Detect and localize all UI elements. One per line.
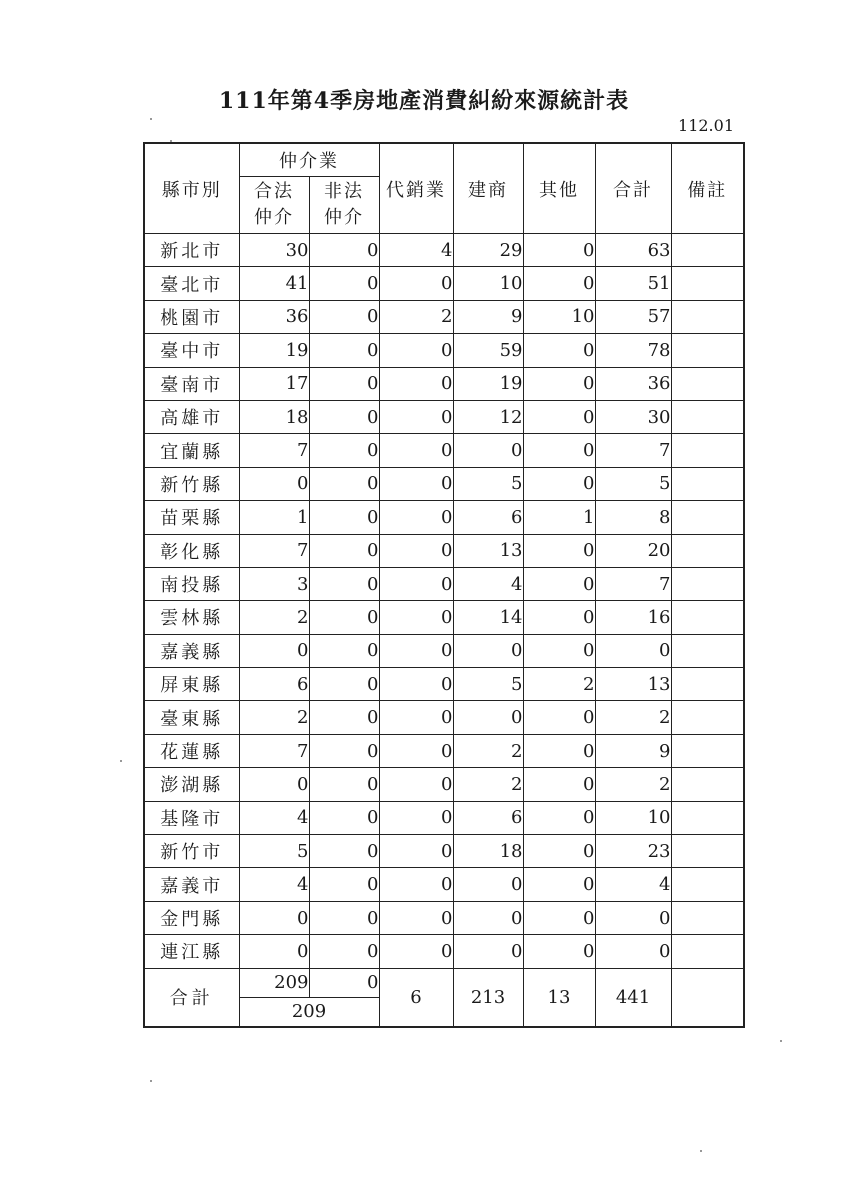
table-row	[144, 935, 744, 968]
scan-speck	[780, 1040, 782, 1042]
total-other: 13	[523, 968, 595, 1027]
cell-total: 0	[595, 935, 671, 968]
cell-agency: 0	[379, 835, 453, 868]
cell-illegal: 0	[309, 835, 379, 868]
region-name: 臺東縣	[144, 701, 239, 734]
table-row	[144, 400, 744, 433]
cell-legal: 0	[239, 935, 309, 968]
cell-illegal: 0	[309, 400, 379, 433]
cell-total: 0	[595, 901, 671, 934]
cell-builder: 0	[453, 701, 523, 734]
cell-total: 13	[595, 668, 671, 701]
cell-agency: 0	[379, 734, 453, 767]
cell-legal: 7	[239, 734, 309, 767]
cell-other: 0	[523, 601, 595, 634]
cell-legal: 5	[239, 835, 309, 868]
header-total: 合計	[595, 143, 671, 234]
cell-remark	[671, 434, 744, 467]
region-name: 南投縣	[144, 567, 239, 600]
cell-other: 0	[523, 434, 595, 467]
cell-other: 0	[523, 701, 595, 734]
cell-total: 5	[595, 467, 671, 500]
cell-remark	[671, 835, 744, 868]
cell-builder: 18	[453, 835, 523, 868]
cell-legal: 17	[239, 367, 309, 400]
cell-agency: 0	[379, 801, 453, 834]
cell-agency: 0	[379, 567, 453, 600]
cell-builder: 0	[453, 868, 523, 901]
cell-legal: 0	[239, 768, 309, 801]
cell-illegal: 0	[309, 234, 379, 267]
header-legal-broker: 合法 仲介	[239, 177, 309, 234]
cell-other: 0	[523, 367, 595, 400]
cell-other: 0	[523, 400, 595, 433]
cell-other: 0	[523, 334, 595, 367]
cell-illegal: 0	[309, 701, 379, 734]
cell-legal: 41	[239, 267, 309, 300]
cell-illegal: 0	[309, 501, 379, 534]
cell-other: 0	[523, 768, 595, 801]
region-name: 新竹縣	[144, 467, 239, 500]
cell-agency: 0	[379, 400, 453, 433]
cell-builder: 10	[453, 267, 523, 300]
cell-total: 0	[595, 634, 671, 667]
cell-agency: 0	[379, 434, 453, 467]
cell-builder: 2	[453, 734, 523, 767]
cell-builder: 4	[453, 567, 523, 600]
total-builder: 213	[453, 968, 523, 1027]
cell-builder: 2	[453, 768, 523, 801]
cell-total: 2	[595, 768, 671, 801]
table-row	[144, 501, 744, 534]
cell-builder: 0	[453, 434, 523, 467]
table-row	[144, 701, 744, 734]
region-name: 桃園市	[144, 300, 239, 333]
cell-remark	[671, 701, 744, 734]
cell-remark	[671, 334, 744, 367]
cell-total: 10	[595, 801, 671, 834]
header-remark: 備註	[671, 143, 744, 234]
cell-other: 0	[523, 567, 595, 600]
cell-illegal: 0	[309, 467, 379, 500]
cell-legal: 3	[239, 567, 309, 600]
cell-remark	[671, 801, 744, 834]
cell-other: 0	[523, 634, 595, 667]
cell-legal: 30	[239, 234, 309, 267]
cell-illegal: 0	[309, 300, 379, 333]
cell-illegal: 0	[309, 534, 379, 567]
cell-remark	[671, 935, 744, 968]
table-row	[144, 668, 744, 701]
cell-illegal: 0	[309, 901, 379, 934]
cell-remark	[671, 234, 744, 267]
table-row	[144, 801, 744, 834]
cell-total: 23	[595, 835, 671, 868]
cell-legal: 36	[239, 300, 309, 333]
cell-illegal: 0	[309, 267, 379, 300]
table-row	[144, 300, 744, 333]
cell-builder: 5	[453, 668, 523, 701]
cell-agency: 0	[379, 467, 453, 500]
statistics-table	[143, 142, 745, 1028]
cell-total: 51	[595, 267, 671, 300]
cell-legal: 0	[239, 634, 309, 667]
scan-speck	[700, 1150, 702, 1152]
cell-total: 7	[595, 434, 671, 467]
cell-total: 30	[595, 400, 671, 433]
cell-remark	[671, 601, 744, 634]
cell-total: 36	[595, 367, 671, 400]
cell-agency: 0	[379, 501, 453, 534]
cell-remark	[671, 300, 744, 333]
cell-agency: 0	[379, 768, 453, 801]
cell-total: 4	[595, 868, 671, 901]
table-row	[144, 434, 744, 467]
cell-agency: 0	[379, 701, 453, 734]
cell-other: 1	[523, 501, 595, 534]
cell-agency: 0	[379, 901, 453, 934]
cell-total: 78	[595, 334, 671, 367]
cell-remark	[671, 534, 744, 567]
table-row	[144, 534, 744, 567]
region-name: 花蓮縣	[144, 734, 239, 767]
cell-builder: 6	[453, 501, 523, 534]
table-body	[144, 234, 744, 969]
cell-other: 0	[523, 801, 595, 834]
header-builder: 建商	[453, 143, 523, 234]
cell-legal: 2	[239, 701, 309, 734]
cell-builder: 19	[453, 367, 523, 400]
cell-remark	[671, 367, 744, 400]
cell-agency: 0	[379, 267, 453, 300]
cell-legal: 4	[239, 801, 309, 834]
cell-builder: 5	[453, 467, 523, 500]
region-name: 新竹市	[144, 835, 239, 868]
cell-remark	[671, 567, 744, 600]
cell-remark	[671, 400, 744, 433]
table-row	[144, 334, 744, 367]
header-agency: 代銷業	[379, 143, 453, 234]
cell-legal: 19	[239, 334, 309, 367]
cell-illegal: 0	[309, 734, 379, 767]
region-name: 雲林縣	[144, 601, 239, 634]
cell-agency: 0	[379, 668, 453, 701]
cell-builder: 12	[453, 400, 523, 433]
region-name: 高雄市	[144, 400, 239, 433]
cell-total: 8	[595, 501, 671, 534]
region-name: 嘉義縣	[144, 634, 239, 667]
total-label: 合計	[144, 968, 239, 1027]
scan-speck	[150, 118, 152, 120]
cell-illegal: 0	[309, 601, 379, 634]
cell-agency: 4	[379, 234, 453, 267]
table-row	[144, 835, 744, 868]
table-row	[144, 601, 744, 634]
cell-illegal: 0	[309, 801, 379, 834]
header-illegal-broker: 非法 仲介	[309, 177, 379, 234]
table-row	[144, 267, 744, 300]
cell-total: 20	[595, 534, 671, 567]
cell-other: 10	[523, 300, 595, 333]
cell-total: 63	[595, 234, 671, 267]
cell-builder: 13	[453, 534, 523, 567]
cell-builder: 0	[453, 634, 523, 667]
cell-builder: 14	[453, 601, 523, 634]
total-agency: 6	[379, 968, 453, 1027]
region-name: 嘉義市	[144, 868, 239, 901]
cell-remark	[671, 267, 744, 300]
cell-other: 0	[523, 734, 595, 767]
cell-builder: 9	[453, 300, 523, 333]
table-row	[144, 634, 744, 667]
cell-builder: 59	[453, 334, 523, 367]
cell-remark	[671, 901, 744, 934]
cell-agency: 0	[379, 534, 453, 567]
header-other: 其他	[523, 143, 595, 234]
cell-total: 2	[595, 701, 671, 734]
cell-legal: 7	[239, 534, 309, 567]
total-grand: 441	[595, 968, 671, 1027]
scan-speck	[150, 1080, 152, 1082]
region-name: 連江縣	[144, 935, 239, 968]
cell-legal: 0	[239, 901, 309, 934]
table-row	[144, 467, 744, 500]
cell-legal: 18	[239, 400, 309, 433]
cell-illegal: 0	[309, 567, 379, 600]
region-name: 苗栗縣	[144, 501, 239, 534]
table-row	[144, 234, 744, 267]
cell-illegal: 0	[309, 868, 379, 901]
cell-remark	[671, 501, 744, 534]
cell-illegal: 0	[309, 634, 379, 667]
cell-other: 0	[523, 234, 595, 267]
cell-builder: 29	[453, 234, 523, 267]
cell-illegal: 0	[309, 935, 379, 968]
region-name: 彰化縣	[144, 534, 239, 567]
cell-agency: 0	[379, 367, 453, 400]
table-row	[144, 367, 744, 400]
region-name: 金門縣	[144, 901, 239, 934]
header-region: 縣市別	[144, 143, 239, 234]
table-row	[144, 734, 744, 767]
cell-illegal: 0	[309, 668, 379, 701]
cell-agency: 2	[379, 300, 453, 333]
region-name: 澎湖縣	[144, 768, 239, 801]
cell-agency: 0	[379, 334, 453, 367]
cell-other: 0	[523, 901, 595, 934]
cell-builder: 6	[453, 801, 523, 834]
cell-agency: 0	[379, 868, 453, 901]
cell-total: 57	[595, 300, 671, 333]
cell-remark	[671, 768, 744, 801]
cell-remark	[671, 868, 744, 901]
region-name: 宜蘭縣	[144, 434, 239, 467]
cell-other: 2	[523, 668, 595, 701]
region-name: 基隆市	[144, 801, 239, 834]
cell-legal: 7	[239, 434, 309, 467]
cell-other: 0	[523, 467, 595, 500]
table-row	[144, 901, 744, 934]
page-title: 111年第4季房地產消費糾紛來源統計表	[218, 88, 630, 114]
region-name: 新北市	[144, 234, 239, 267]
cell-total: 7	[595, 567, 671, 600]
cell-illegal: 0	[309, 434, 379, 467]
region-name: 臺中市	[144, 334, 239, 367]
cell-remark	[671, 467, 744, 500]
region-name: 臺北市	[144, 267, 239, 300]
cell-legal: 1	[239, 501, 309, 534]
cell-total: 16	[595, 601, 671, 634]
total-illegal: 0	[309, 968, 379, 997]
cell-legal: 6	[239, 668, 309, 701]
cell-legal: 2	[239, 601, 309, 634]
report-date: 112.01	[678, 116, 734, 135]
cell-remark	[671, 668, 744, 701]
region-name: 臺南市	[144, 367, 239, 400]
header-broker-group: 仲介業	[239, 143, 379, 177]
total-legal: 209	[239, 968, 309, 997]
scan-speck	[170, 140, 172, 142]
cell-other: 0	[523, 267, 595, 300]
table-row	[144, 868, 744, 901]
cell-other: 0	[523, 534, 595, 567]
cell-other: 0	[523, 868, 595, 901]
table-row	[144, 567, 744, 600]
cell-agency: 0	[379, 634, 453, 667]
cell-legal: 0	[239, 467, 309, 500]
cell-legal: 4	[239, 868, 309, 901]
cell-illegal: 0	[309, 367, 379, 400]
table-row	[144, 768, 744, 801]
cell-remark	[671, 634, 744, 667]
cell-other: 0	[523, 935, 595, 968]
scan-speck	[120, 760, 122, 762]
cell-agency: 0	[379, 601, 453, 634]
cell-agency: 0	[379, 935, 453, 968]
cell-illegal: 0	[309, 768, 379, 801]
cell-total: 9	[595, 734, 671, 767]
total-remark	[671, 968, 744, 1027]
cell-remark	[671, 734, 744, 767]
cell-builder: 0	[453, 935, 523, 968]
cell-other: 0	[523, 835, 595, 868]
cell-builder: 0	[453, 901, 523, 934]
region-name: 屏東縣	[144, 668, 239, 701]
cell-illegal: 0	[309, 334, 379, 367]
total-broker-combined: 209	[239, 997, 379, 1027]
